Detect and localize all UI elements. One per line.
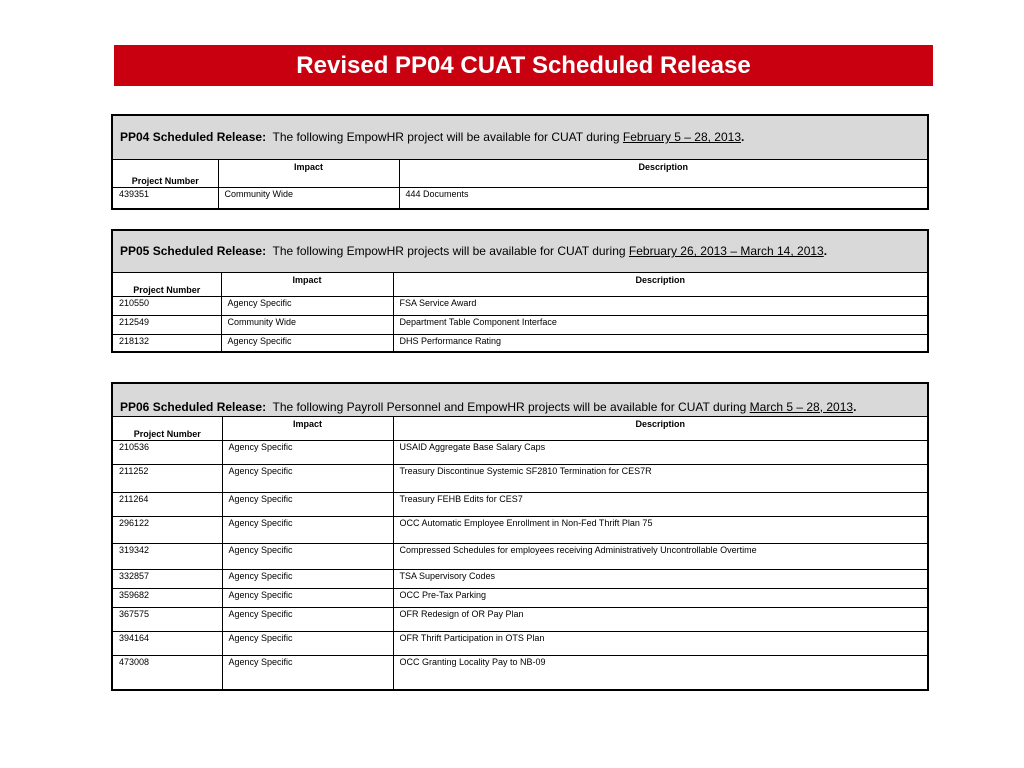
impact-cell: Agency Specific bbox=[222, 543, 393, 569]
column-header-description: Description bbox=[399, 159, 928, 187]
release-label: PP05 Scheduled Release: bbox=[120, 244, 267, 259]
release-text: The following EmpowHR project will be available for CUAT during bbox=[272, 130, 620, 145]
description-cell: Treasury FEHB Edits for CES7 bbox=[393, 492, 928, 516]
column-header-impact: Impact bbox=[221, 272, 393, 296]
description-cell: OCC Automatic Employee Enrollment in Non-Fed Thrift Plan 75 bbox=[393, 516, 928, 543]
release-period: . bbox=[823, 244, 828, 259]
column-header-project-number: Project Number bbox=[112, 159, 218, 187]
impact-cell: Agency Specific bbox=[222, 607, 393, 631]
project-number-cell: 394164 bbox=[112, 631, 222, 655]
release-title bbox=[112, 383, 928, 416]
description-cell: TSA Supervisory Codes bbox=[393, 569, 928, 588]
description-cell: USAID Aggregate Base Salary Caps bbox=[393, 440, 928, 464]
release-dates: February 5 – 28, 2013 bbox=[622, 130, 741, 145]
impact-cell: Community Wide bbox=[221, 315, 393, 334]
project-number-cell: 211264 bbox=[112, 492, 222, 516]
impact-cell: Community Wide bbox=[218, 187, 399, 209]
release-label: PP06 Scheduled Release: bbox=[120, 399, 267, 414]
impact-cell: Agency Specific bbox=[222, 492, 393, 516]
project-number-cell: 210536 bbox=[112, 440, 222, 464]
release-period: . bbox=[741, 130, 745, 145]
table-row bbox=[112, 607, 928, 631]
table-row bbox=[112, 334, 928, 352]
table-row bbox=[112, 440, 928, 464]
project-number-cell: 218132 bbox=[112, 334, 221, 352]
description-cell: OFR Redesign of OR Pay Plan bbox=[393, 607, 928, 631]
description-cell: DHS Performance Rating bbox=[393, 334, 928, 352]
description-cell: Compressed Schedules for employees receiving Administratively Uncontrollable Overtime bbox=[393, 543, 928, 569]
description-cell: 444 Documents bbox=[399, 187, 928, 209]
description-cell: Treasury Discontinue Systemic SF2810 Termination for CES7R bbox=[393, 464, 928, 492]
project-number-cell: 210550 bbox=[112, 296, 221, 315]
release-text: The following EmpowHR projects will be available for CUAT during bbox=[272, 244, 626, 259]
impact-cell: Agency Specific bbox=[222, 588, 393, 607]
project-number-cell: 473008 bbox=[112, 655, 222, 690]
release-dates: February 26, 2013 – March 14, 2013 bbox=[628, 244, 824, 259]
description-cell: Department Table Component Interface bbox=[393, 315, 928, 334]
table-row bbox=[112, 315, 928, 334]
column-header-impact: Impact bbox=[222, 416, 393, 440]
pp06-release-table bbox=[111, 382, 929, 691]
description-cell: FSA Service Award bbox=[393, 296, 928, 315]
description-cell: OFR Thrift Participation in OTS Plan bbox=[393, 631, 928, 655]
column-header-project-number: Project Number bbox=[112, 272, 221, 296]
pp04-release-table bbox=[111, 114, 929, 210]
project-number-cell: 211252 bbox=[112, 464, 222, 492]
page-title-banner bbox=[114, 45, 933, 86]
impact-cell: Agency Specific bbox=[221, 296, 393, 315]
release-period: . bbox=[853, 399, 857, 414]
impact-cell: Agency Specific bbox=[222, 440, 393, 464]
table-row bbox=[112, 187, 928, 209]
table-row bbox=[112, 492, 928, 516]
table-row bbox=[112, 569, 928, 588]
release-text: The following Payroll Personnel and EmpowHR projects will be available for CUAT during bbox=[272, 399, 747, 414]
table-row bbox=[112, 588, 928, 607]
impact-cell: Agency Specific bbox=[221, 334, 393, 352]
release-label: PP04 Scheduled Release: bbox=[120, 130, 267, 145]
impact-cell: Agency Specific bbox=[222, 655, 393, 690]
column-header-impact: Impact bbox=[218, 159, 399, 187]
column-header-description: Description bbox=[393, 272, 928, 296]
description-cell: OCC Pre-Tax Parking bbox=[393, 588, 928, 607]
project-number-cell: 319342 bbox=[112, 543, 222, 569]
table-row bbox=[112, 464, 928, 492]
pp05-release-table bbox=[111, 229, 929, 353]
project-number-cell: 367575 bbox=[112, 607, 222, 631]
description-cell: OCC Granting Locality Pay to NB-09 bbox=[393, 655, 928, 690]
impact-cell: Agency Specific bbox=[222, 569, 393, 588]
project-number-cell: 439351 bbox=[112, 187, 218, 209]
table-row bbox=[112, 296, 928, 315]
project-number-cell: 332857 bbox=[112, 569, 222, 588]
table-row bbox=[112, 516, 928, 543]
project-number-cell: 212549 bbox=[112, 315, 221, 334]
page-title: Revised PP04 CUAT Scheduled Release bbox=[296, 51, 751, 79]
column-header-project-number: Project Number bbox=[112, 416, 222, 440]
table-row bbox=[112, 631, 928, 655]
release-title bbox=[112, 230, 928, 272]
column-header-description: Description bbox=[393, 416, 928, 440]
project-number-cell: 296122 bbox=[112, 516, 222, 543]
table-row bbox=[112, 655, 928, 690]
impact-cell: Agency Specific bbox=[222, 464, 393, 492]
impact-cell: Agency Specific bbox=[222, 631, 393, 655]
impact-cell: Agency Specific bbox=[222, 516, 393, 543]
release-title bbox=[112, 115, 928, 159]
table-row bbox=[112, 543, 928, 569]
release-dates: March 5 – 28, 2013 bbox=[749, 399, 854, 414]
project-number-cell: 359682 bbox=[112, 588, 222, 607]
